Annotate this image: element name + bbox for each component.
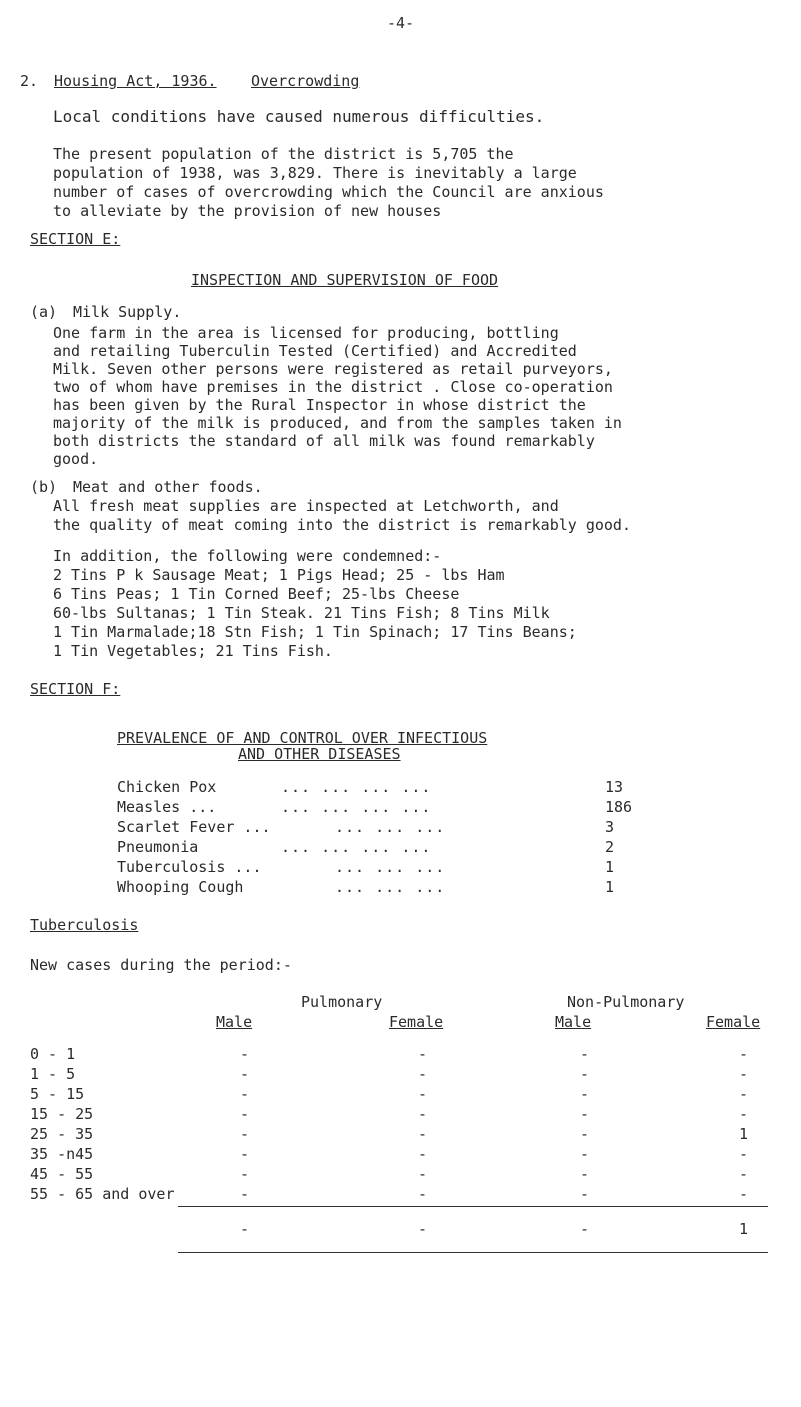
tb-col-non-pulmonary-female: Female: [706, 1013, 761, 1031]
tb-cell: -: [739, 1185, 749, 1203]
disease-leader: ... ... ... ...: [281, 798, 432, 816]
disease-leader: ... ... ...: [335, 818, 446, 836]
table-row: [0, 1185, 801, 1205]
section-2-number: 2.: [20, 72, 39, 90]
disease-leader: ... ... ... ...: [281, 778, 432, 796]
section-f-heading: SECTION F:: [30, 680, 121, 698]
tb-cell: -: [739, 1165, 749, 1183]
tb-cell: -: [240, 1145, 250, 1163]
tb-age-band: 1 - 5: [30, 1065, 76, 1083]
section-2-paragraph: The present population of the district is 5,705 the population of 1938, was 3,829. There is inevitably a large number of cases of overcrowding which the Council are anxious to alleviate by the provision of new houses: [53, 145, 604, 220]
tb-age-band: 55 - 65 and over: [30, 1185, 175, 1203]
tb-cell: -: [240, 1045, 250, 1063]
tb-cell: -: [739, 1045, 749, 1063]
disease-leader: ... ... ...: [335, 878, 446, 896]
section-2-intro: Local conditions have caused numerous difficulties.: [53, 107, 545, 126]
milk-supply-title: Milk Supply.: [73, 303, 182, 321]
tb-cell: -: [418, 1065, 428, 1083]
tb-cell: -: [418, 1125, 428, 1143]
table-row: [0, 1065, 801, 1085]
tb-table-rule-top: [178, 1206, 768, 1207]
meat-foods-label: (b): [30, 478, 58, 496]
tb-cell: -: [580, 1185, 590, 1203]
table-row: [0, 1085, 801, 1105]
tb-total: -: [580, 1220, 590, 1238]
disease-count: 1: [605, 858, 615, 876]
table-row: [0, 1125, 801, 1145]
tb-age-band: 5 - 15: [30, 1085, 85, 1103]
tb-totals-row: [0, 1220, 801, 1240]
disease-count: 1: [605, 878, 615, 896]
disease-name: Whooping Cough: [117, 878, 244, 896]
tb-total: -: [240, 1220, 250, 1238]
condemned-line: 60-lbs Sultanas; 1 Tin Steak. 21 Tins Fish; 8 Tins Milk: [53, 604, 550, 622]
tb-col-pulmonary-male: Male: [216, 1013, 253, 1031]
section-f-title-line2: AND OTHER DISEASES: [238, 745, 401, 763]
disease-leader: ... ... ...: [335, 858, 446, 876]
tb-age-band: 0 - 1: [30, 1045, 76, 1063]
section-2-subtitle: Overcrowding: [251, 72, 360, 90]
tb-total: 1: [739, 1220, 749, 1238]
tb-cell: -: [240, 1125, 250, 1143]
tb-cell: -: [418, 1045, 428, 1063]
tb-cell: -: [580, 1065, 590, 1083]
tb-cell: -: [739, 1065, 749, 1083]
disease-name: Pneumonia: [117, 838, 199, 856]
tb-intro: New cases during the period:-: [30, 956, 292, 974]
tb-cell: -: [240, 1165, 250, 1183]
condemned-line: 6 Tins Peas; 1 Tin Corned Beef; 25-lbs Cheese: [53, 585, 460, 603]
tb-cell: -: [739, 1145, 749, 1163]
tb-cell: -: [580, 1085, 590, 1103]
tb-cell: -: [418, 1105, 428, 1123]
meat-foods-paragraph: All fresh meat supplies are inspected at Letchworth, and the quality of meat coming into the district is remarkably good.: [53, 497, 631, 534]
tb-cell: -: [240, 1105, 250, 1123]
condemned-line: 1 Tin Vegetables; 21 Tins Fish.: [53, 642, 333, 660]
tb-cell: -: [240, 1065, 250, 1083]
disease-name: Chicken Pox: [117, 778, 217, 796]
tb-cell: -: [739, 1085, 749, 1103]
table-row: [0, 1045, 801, 1065]
tb-heading: Tuberculosis: [30, 916, 139, 934]
condemned-intro: In addition, the following were condemned:-: [53, 547, 442, 565]
tb-col-pulmonary-female: Female: [389, 1013, 444, 1031]
tb-cell: -: [418, 1185, 428, 1203]
disease-count: 2: [605, 838, 615, 856]
table-row: [0, 1145, 801, 1165]
tb-cell: -: [418, 1165, 428, 1183]
tb-age-band: 45 - 55: [30, 1165, 94, 1183]
table-row: [0, 1105, 801, 1125]
tb-cell: -: [580, 1165, 590, 1183]
tb-cell: -: [418, 1085, 428, 1103]
tb-age-band: 25 - 35: [30, 1125, 94, 1143]
tb-group-non-pulmonary: Non-Pulmonary: [567, 993, 685, 1011]
disease-count: 13: [605, 778, 624, 796]
tb-age-band: 15 - 25: [30, 1105, 94, 1123]
tb-col-non-pulmonary-male: Male: [555, 1013, 592, 1031]
table-row: [0, 1165, 801, 1185]
disease-count: 186: [605, 798, 633, 816]
section-e-title: INSPECTION AND SUPERVISION OF FOOD: [191, 271, 499, 289]
tb-table-rule-bottom: [178, 1252, 768, 1253]
disease-name: Tuberculosis ...: [117, 858, 262, 876]
disease-name: Scarlet Fever ...: [117, 818, 271, 836]
tb-group-pulmonary: Pulmonary: [301, 993, 383, 1011]
disease-count: 3: [605, 818, 615, 836]
condemned-line: 2 Tins P k Sausage Meat; 1 Pigs Head; 25 - lbs Ham: [53, 566, 505, 584]
milk-supply-paragraph: One farm in the area is licensed for producing, bottling and retailing Tuberculin Tested (Certified) and Accredited Milk. Seven other persons were registered as retail purveyors, two of whom have premises in the district . Close co-operation has been given by the Rural Inspector in whose district the majority of the milk is produced, and from the samples taken in both districts the standard of all milk was found remarkably good.: [53, 324, 622, 468]
tb-cell: -: [418, 1145, 428, 1163]
tb-total: -: [418, 1220, 428, 1238]
disease-name: Measles ...: [117, 798, 217, 816]
tb-cell: -: [739, 1105, 749, 1123]
milk-supply-label: (a): [30, 303, 58, 321]
disease-leader: ... ... ... ...: [281, 838, 432, 856]
condemned-line: 1 Tin Marmalade;18 Stn Fish; 1 Tin Spinach; 17 Tins Beans;: [53, 623, 577, 641]
tb-cell: -: [580, 1045, 590, 1063]
tb-cell: -: [580, 1145, 590, 1163]
section-e-heading: SECTION E:: [30, 230, 121, 248]
meat-foods-title: Meat and other foods.: [73, 478, 263, 496]
tb-cell: 1: [739, 1125, 749, 1143]
page-number: -4-: [387, 14, 415, 32]
section-2-title: Housing Act, 1936.: [54, 72, 217, 90]
tb-age-band: 35 -n45: [30, 1145, 94, 1163]
tb-cell: -: [580, 1125, 590, 1143]
tb-cell: -: [240, 1085, 250, 1103]
tb-cell: -: [240, 1185, 250, 1203]
section-f-title-line1: PREVALENCE OF AND CONTROL OVER INFECTIOUS: [117, 729, 488, 747]
tb-cell: -: [580, 1105, 590, 1123]
